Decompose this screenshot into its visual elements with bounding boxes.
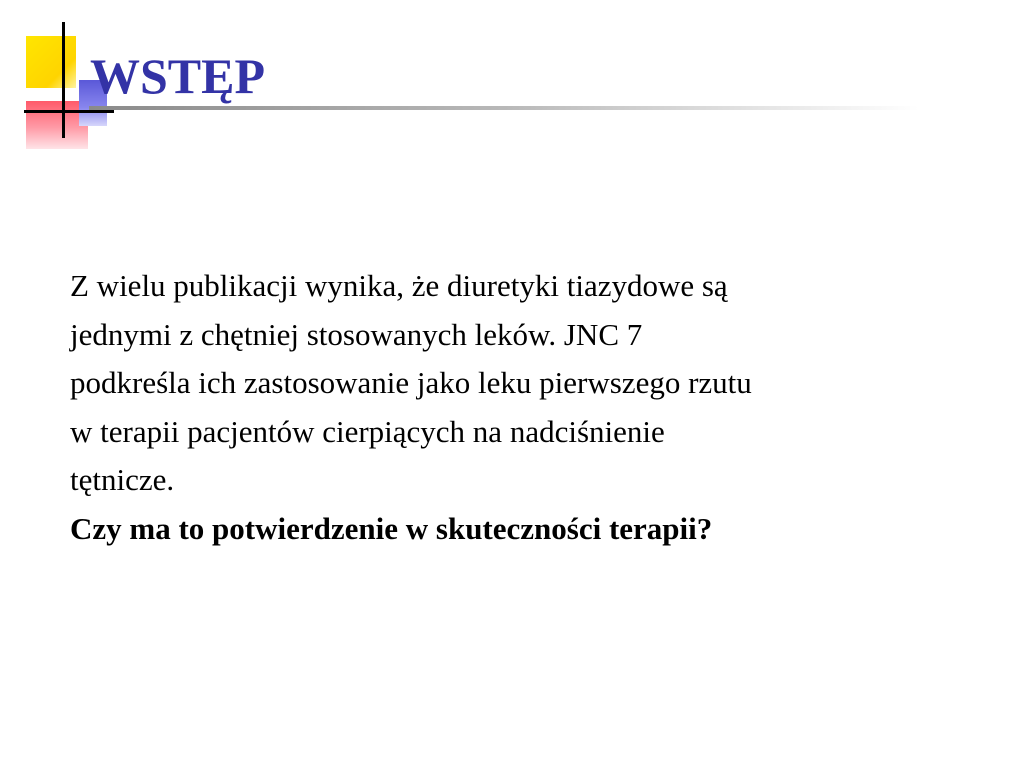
slide-question: Czy ma to potwierdzenie w skuteczności terapii? [70,510,713,546]
body-line: Z wielu publikacji wynika, że diuretyki tiazydowe są [70,268,728,303]
slide-title: WSTĘP [90,48,266,104]
body-line: podkreśla ich zastosowanie jako leku pierwszego rzutu [70,365,752,400]
body-line: w terapii pacjentów cierpiących na nadciśnienie [70,413,665,449]
title-underline [89,106,919,110]
body-line: tętnicze. [70,462,175,497]
decor-vertical-line [62,22,65,138]
body-line: jednymi z chętniej stosowanych leków. JNC 7 [70,316,643,352]
slide-body [70,262,970,553]
decor-yellow-square [26,36,76,88]
decor-horizontal-line [24,110,114,113]
